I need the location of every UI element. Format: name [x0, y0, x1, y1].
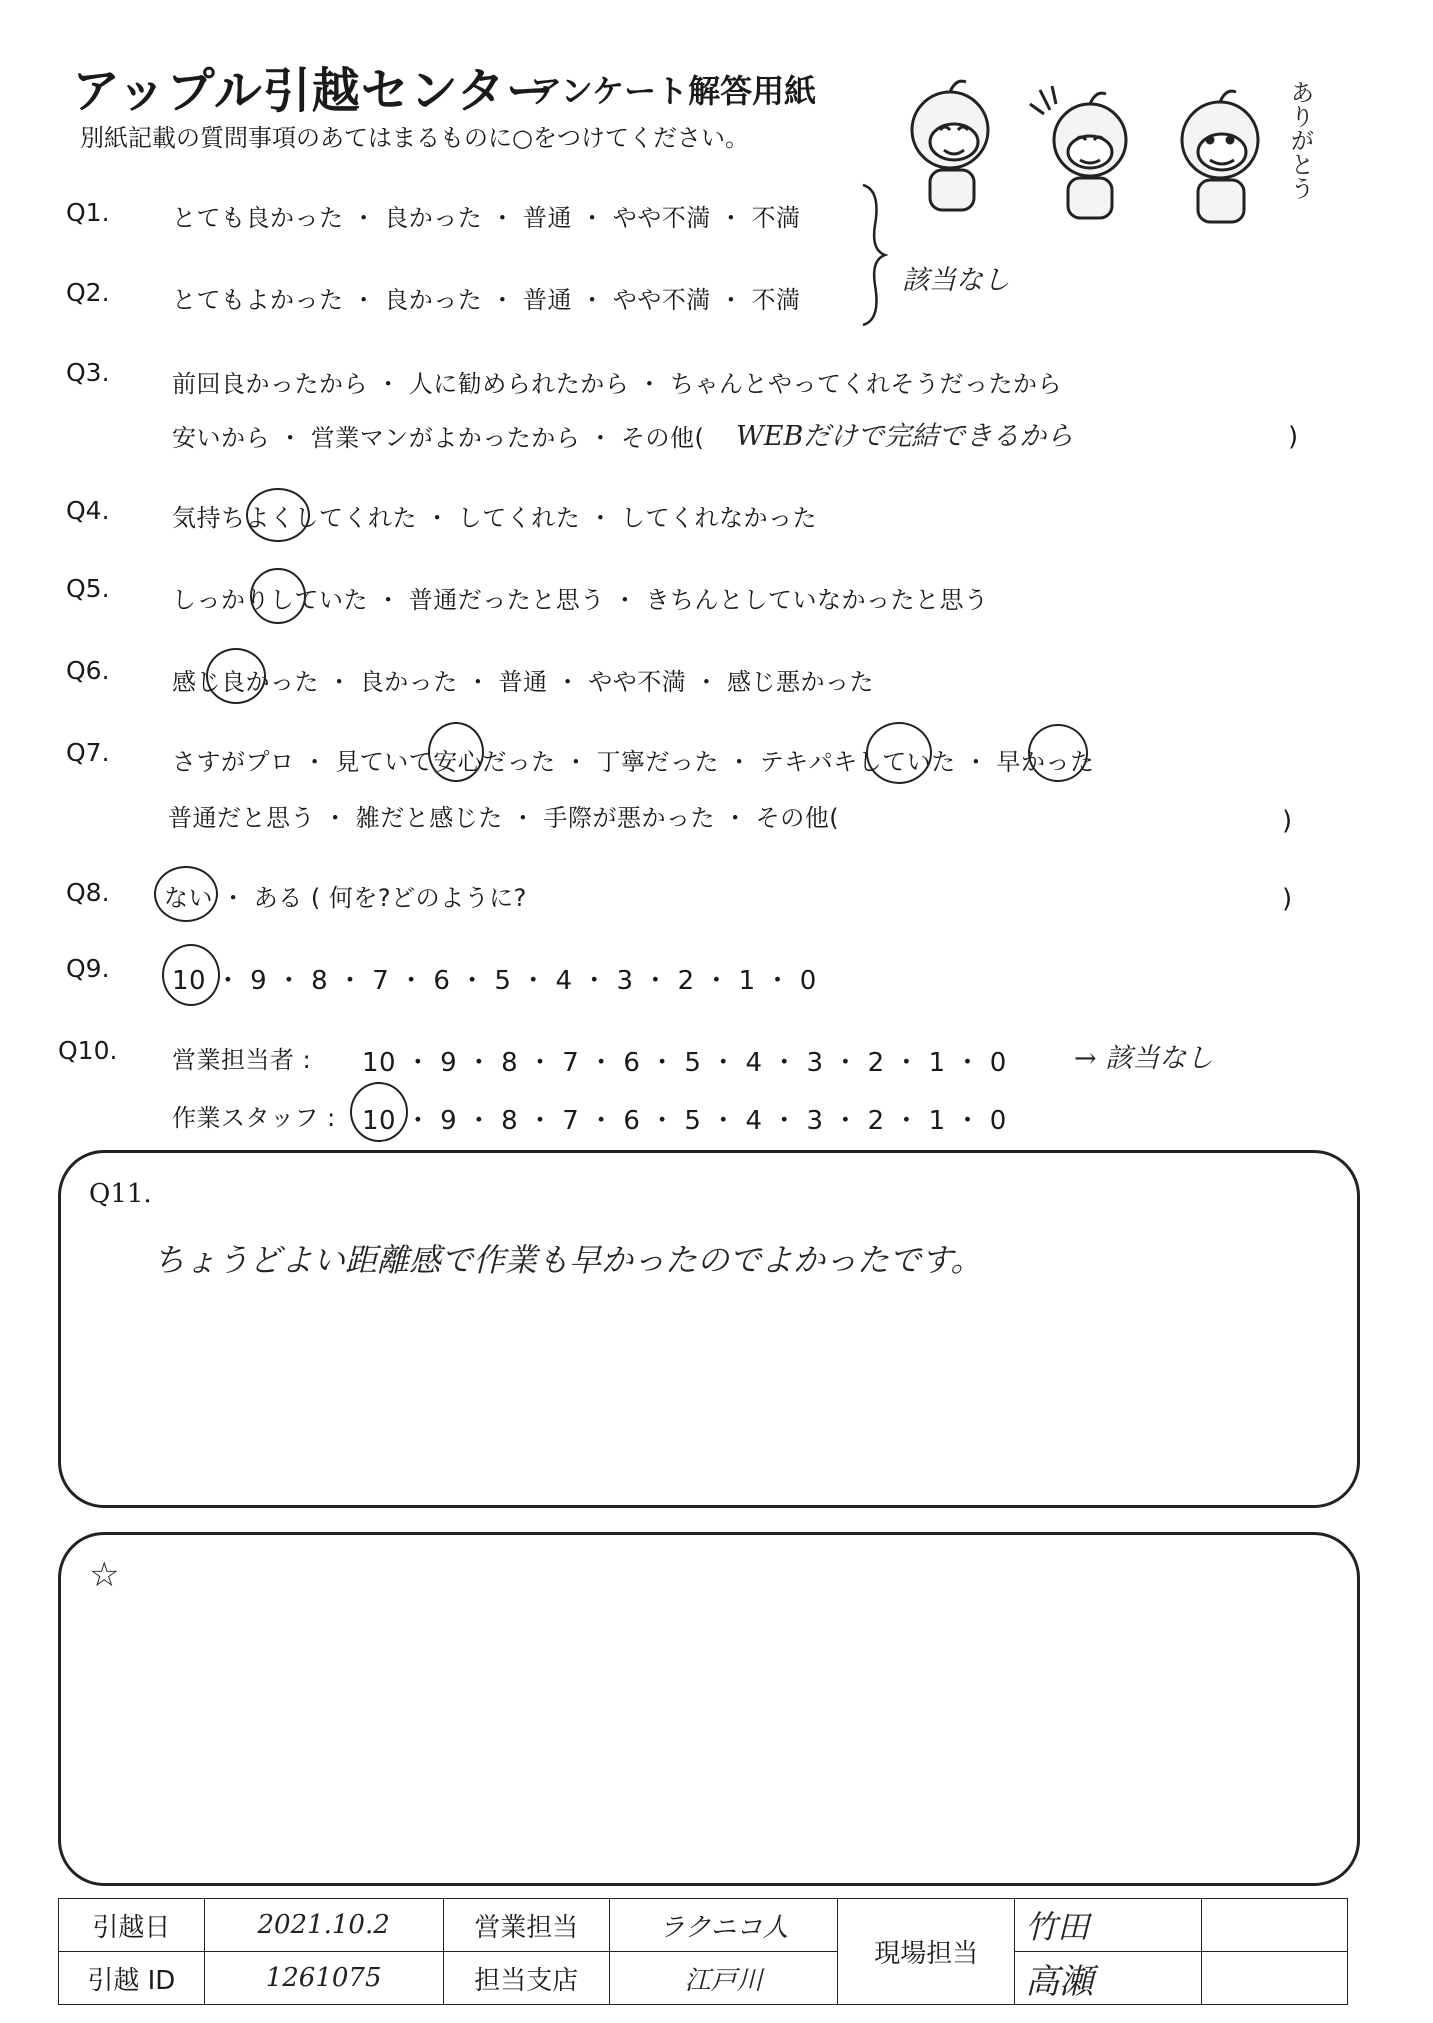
- q10-staff-scale: 10 ・ 9 ・ 8 ・ 7 ・ 6 ・ 5 ・ 4 ・ 3 ・ 2 ・ 1 ・ 0: [362, 1106, 1007, 1136]
- q9-scale: 10 ・ 9 ・ 8 ・ 7 ・ 6 ・ 5 ・ 4 ・ 3 ・ 2 ・ 1 ・ 0: [172, 966, 817, 996]
- q9-answer-circle: [162, 944, 220, 1006]
- q5-answer-circle: [250, 568, 306, 624]
- q3-options-line1: 前回良かったから ・ 人に勧められたから ・ ちゃんとやってくれそうだったから: [172, 370, 1063, 398]
- q11-handwritten-answer: ちょうどよい距離感で作業も早かったのでよかったです。: [153, 1241, 983, 1279]
- q8-label: Q8.: [66, 878, 110, 907]
- footer-info-table: [58, 1898, 1348, 2005]
- site-staff-extra-cell-2: [1202, 1952, 1348, 2005]
- site-staff-value-1: 竹田: [1015, 1899, 1202, 1952]
- q4-answer-circle: [246, 488, 310, 542]
- form-subtitle: アンケート解答用紙: [530, 72, 817, 110]
- q8-answer-circle: [154, 866, 218, 922]
- monkey-mascot-3-icon: [1182, 91, 1258, 222]
- q7-options-line1: さすがプロ ・ 見ていて安心だった ・ 丁寧だった ・ テキパキしていた ・ 早かった: [172, 748, 1095, 776]
- branch-value: 江戸川: [609, 1952, 837, 2005]
- q4-options: 気持ちよくしてくれた ・ してくれた ・ してくれなかった: [172, 504, 818, 532]
- site-staff-label: 現場担当: [838, 1899, 1015, 2005]
- monkey-mascot-2-icon: [1030, 86, 1126, 218]
- q3-options-line2: 安いから ・ 営業マンがよかったから ・ その他(: [172, 424, 705, 452]
- site-staff-extra-cell-1: [1202, 1899, 1348, 1952]
- q3-other-answer: WEBだけで完結できるから: [736, 421, 1074, 452]
- q6-options: 感じ良かった ・ 良かった ・ 普通 ・ やや不満 ・ 感じ悪かった: [172, 668, 875, 696]
- q10-sales-label: 営業担当者 :: [172, 1046, 312, 1074]
- free-comment-box: [58, 1532, 1360, 1886]
- q9-label: Q9.: [66, 954, 110, 983]
- q10-sales-scale: 10 ・ 9 ・ 8 ・ 7 ・ 6 ・ 5 ・ 4 ・ 3 ・ 2 ・ 1 ・ 0: [362, 1048, 1007, 1078]
- monkey-mascot-1-icon: [912, 81, 988, 210]
- q5-label: Q5.: [66, 574, 110, 603]
- q5-options: しっかりしていた ・ 普通だったと思う ・ きちんとしていなかったと思う: [172, 586, 989, 614]
- q3-close-paren: ): [1288, 422, 1299, 452]
- mascot-thanks-text: ありがとう: [1286, 80, 1314, 200]
- q1-label: Q1.: [66, 198, 110, 227]
- q10-sales-note: → 該当なし: [1074, 1043, 1214, 1074]
- q8-options: ない ・ ある ( 何を?どのように?: [164, 884, 527, 912]
- q4-label: Q4.: [66, 496, 110, 525]
- q3-label: Q3.: [66, 358, 110, 387]
- move-id-label: 引越 ID: [59, 1952, 205, 2005]
- move-id-value: 1261075: [204, 1952, 443, 2005]
- q7-close-paren: ): [1282, 806, 1293, 836]
- move-date-label: 引越日: [59, 1899, 205, 1952]
- q8-close-paren: ): [1282, 884, 1293, 914]
- q10-label: Q10.: [58, 1036, 118, 1065]
- instruction-text: 別紙記載の質問事項のあてはまるものに○をつけてください。: [80, 124, 749, 152]
- sales-rep-value: ラクニコ人: [609, 1899, 837, 1952]
- q1-options: とても良かった ・ 良かった ・ 普通 ・ やや不満 ・ 不満: [172, 204, 801, 232]
- q11-label: Q11.: [89, 1179, 152, 1209]
- q11-answer-box: [58, 1150, 1360, 1508]
- site-staff-value-2: 高瀬: [1015, 1952, 1202, 2005]
- q6-label: Q6.: [66, 656, 110, 685]
- q2-options: とてもよかった ・ 良かった ・ 普通 ・ やや不満 ・ 不満: [172, 286, 801, 314]
- q7-answer-circle-anshin: [428, 722, 484, 782]
- q10-staff-answer-circle: [350, 1082, 408, 1142]
- move-date-value: 2021.10.2: [204, 1899, 443, 1952]
- q7-options-line2: 普通だと思う ・ 雑だと感じた ・ 手際が悪かった ・ その他(: [168, 804, 840, 832]
- branch-label: 担当支店: [443, 1952, 609, 2005]
- q7-answer-circle-tekipaki: [866, 722, 932, 784]
- brand-title: アップル引越センター: [72, 63, 555, 119]
- q10-staff-label: 作業スタッフ :: [172, 1104, 336, 1132]
- q1-q2-handwritten-note: 該当なし: [902, 265, 1010, 296]
- q7-answer-circle-hayakatta: [1028, 724, 1088, 782]
- monkey-mascots-illustration: [900, 60, 1340, 250]
- q1-q2-brace-icon: [858, 180, 888, 330]
- q2-label: Q2.: [66, 278, 110, 307]
- star-label: ☆: [89, 1555, 120, 1595]
- q6-answer-circle: [206, 648, 266, 704]
- q7-label: Q7.: [66, 738, 110, 767]
- sales-rep-label: 営業担当: [443, 1899, 609, 1952]
